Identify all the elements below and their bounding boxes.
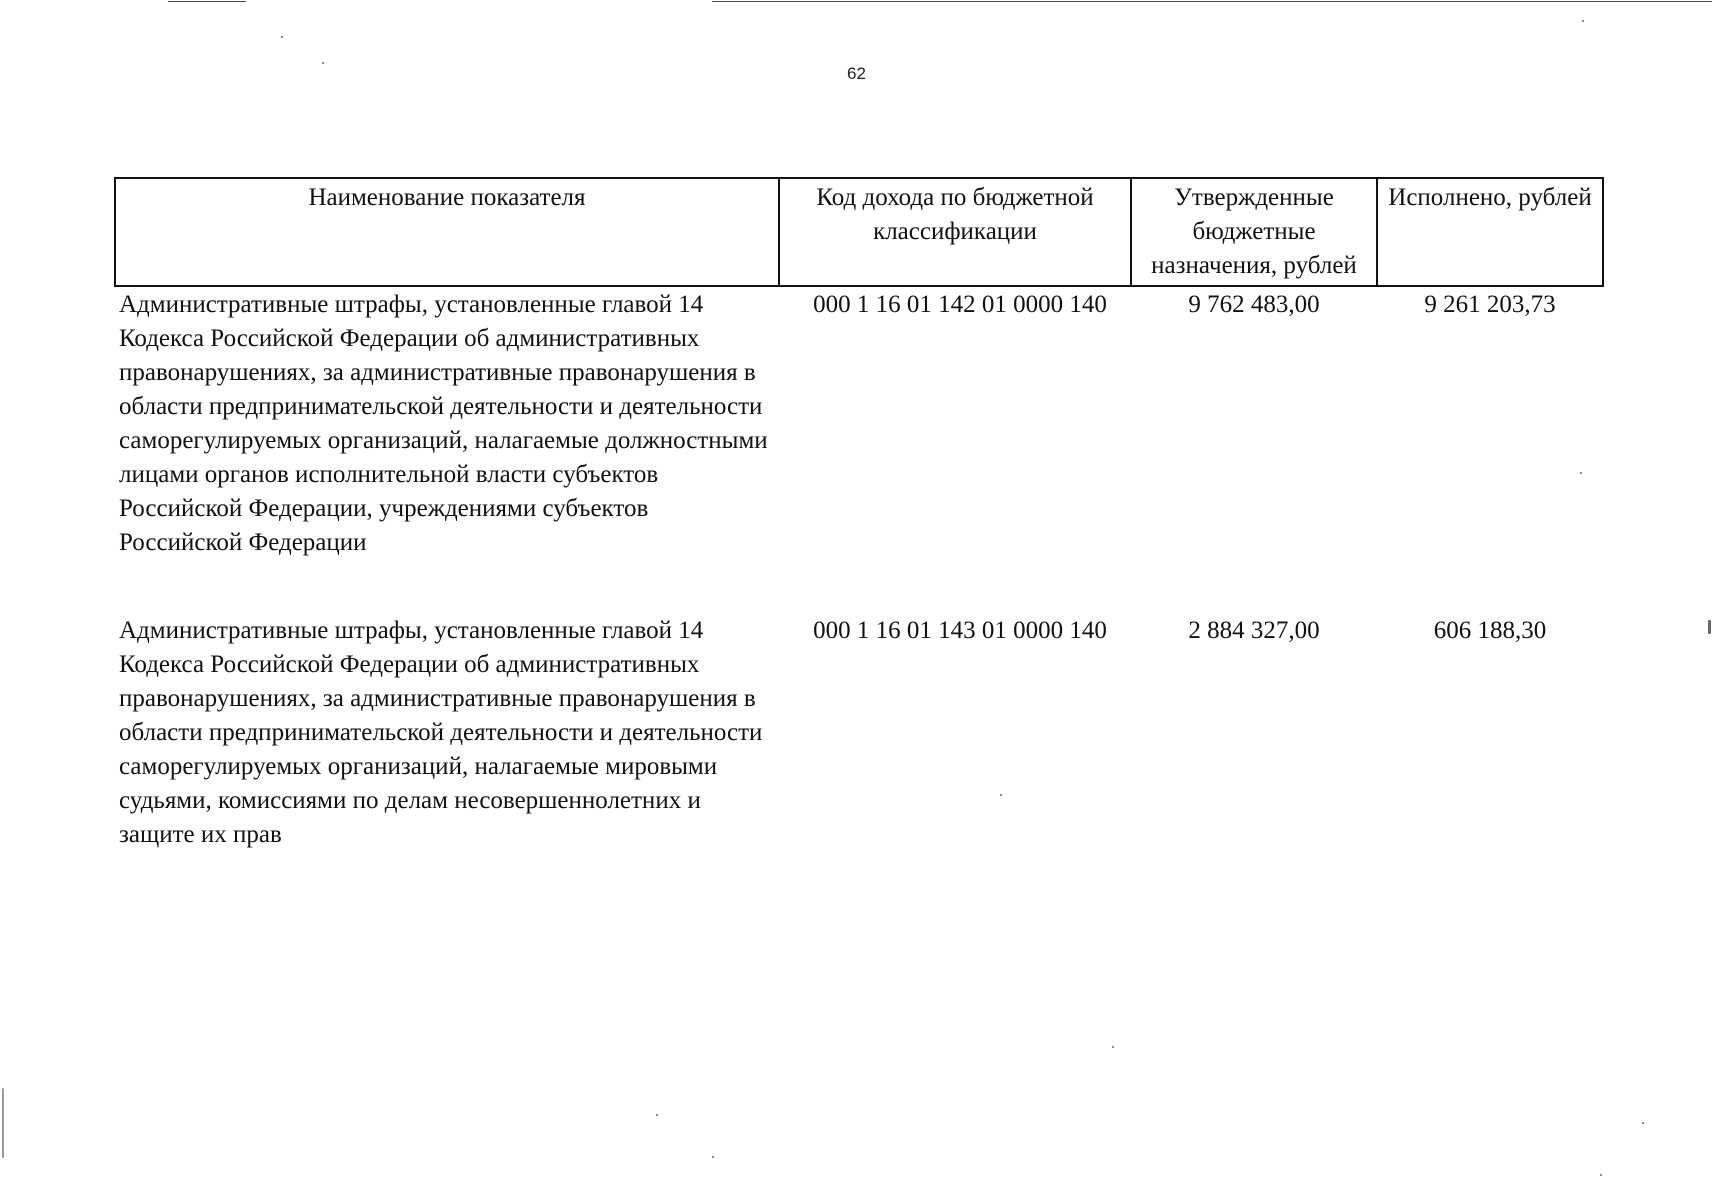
scan-speck bbox=[281, 36, 283, 38]
page-number: 62 bbox=[847, 64, 866, 83]
revenue-table-container bbox=[114, 177, 1602, 852]
header-executed-amount: Исполнено, рублей bbox=[1377, 178, 1603, 286]
row-executed-amount: 9 261 203,73 bbox=[1424, 291, 1556, 318]
header-approved-amount: Утвержденные бюджетные назначения, рублей bbox=[1131, 178, 1377, 286]
table-row bbox=[115, 286, 1603, 614]
scan-speck bbox=[1582, 20, 1584, 22]
row-indicator-name: Административные штрафы, установленные главой 14 Кодекса Российской Федерации об административных правонарушениях, за административные правонарушения в области предпринимательской деятельности и деятельности саморегулируемых организаций, налагаемые должностными лицами органов исполнительной власти субъектов Российской Федерации, учреждениями субъектов Российской Федерации bbox=[119, 291, 768, 556]
row-executed-amount: 606 188,30 bbox=[1433, 617, 1547, 644]
table-header-row bbox=[115, 178, 1603, 286]
row-approved-amount: 9 762 483,00 bbox=[1188, 291, 1320, 318]
row-indicator-name: Административные штрафы, установленные главой 14 Кодекса Российской Федерации об административных правонарушениях, за административные правонарушения в области предпринимательской деятельности и деятельности саморегулируемых организаций, налагаемые мировыми судьями, комиссиями по делам несовершеннолетних и защите их прав bbox=[119, 617, 763, 848]
row-approved-amount: 2 884 327,00 bbox=[1188, 617, 1320, 644]
scan-edge-line-left bbox=[168, 1, 246, 2]
table-row bbox=[115, 614, 1603, 852]
row-budget-code: 000 1 16 01 142 01 0000 140 bbox=[813, 291, 1107, 318]
header-indicator-name: Наименование показателя bbox=[115, 178, 779, 286]
scan-speck bbox=[2, 1088, 4, 1158]
row-budget-code: 000 1 16 01 143 01 0000 140 bbox=[813, 617, 1107, 644]
scan-speck bbox=[1112, 1046, 1114, 1048]
scan-speck bbox=[1708, 620, 1711, 634]
scan-speck bbox=[656, 1114, 658, 1116]
scan-speck bbox=[1600, 1174, 1602, 1176]
scan-speck bbox=[712, 1156, 714, 1158]
header-budget-code: Код дохода по бюджетной классификации bbox=[779, 178, 1131, 286]
scan-speck bbox=[1642, 1122, 1644, 1124]
revenue-table bbox=[114, 177, 1604, 852]
scan-edge-line-right bbox=[712, 1, 1712, 2]
